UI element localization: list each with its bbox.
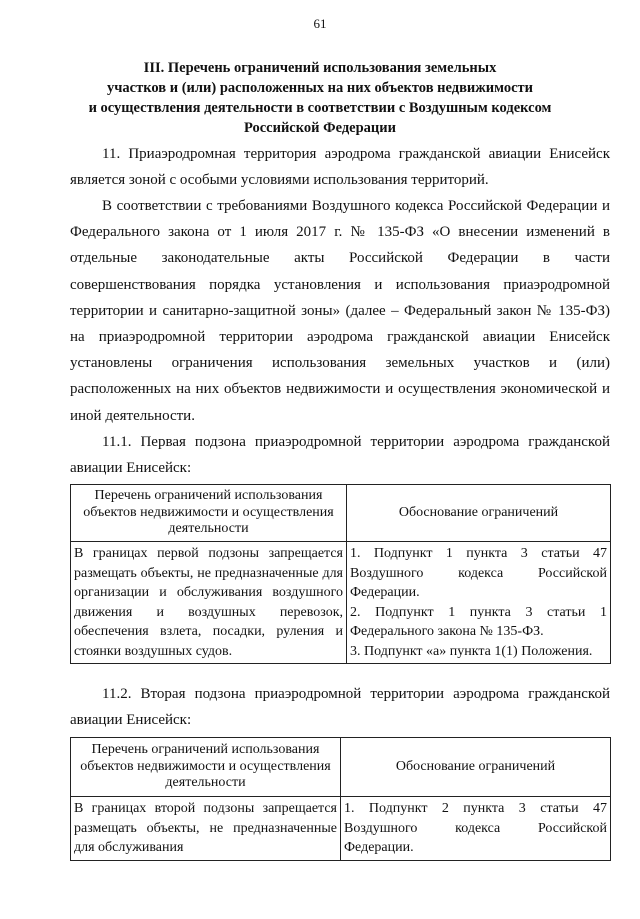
- basis-item: 1. Подпункт 1 пункта 3 статьи 47 Воздушного кодекса Российской Федерации.: [350, 546, 607, 600]
- basis-item: 1. Подпункт 2 пункта 3 статьи 47 Воздушного кодекса Российской Федерации.: [344, 801, 607, 855]
- table-row: [71, 542, 611, 664]
- subzone-2-caption: 11.2. Вторая подзона приаэродромной территории аэродрома гражданской авиации Енисейск:: [70, 686, 610, 728]
- table-header-basis: Обоснование ограничений: [347, 485, 611, 542]
- page-number: 61: [313, 16, 327, 31]
- heading-line: и осуществления деятельности в соответствии с Воздушным кодексом: [88, 100, 552, 116]
- restriction-text: В границах второй подзоны запрещается размещать объекты, не предназначенные для обслуживания: [74, 801, 337, 855]
- heading-line: III. Перечень ограничений использования земельных: [143, 60, 497, 76]
- basis-item: 2. Подпункт 1 пункта 3 статьи 1 Федерального закона № 135-ФЗ.: [350, 604, 607, 639]
- section-heading: [60, 58, 580, 138]
- table-header-row: [71, 485, 611, 542]
- basis-item: 3. Подпункт «а» пункта 1(1) Положения.: [350, 643, 593, 659]
- table-header-basis: Обоснование ограничений: [341, 738, 611, 797]
- basis-cell: [347, 542, 611, 664]
- table-header-restrictions: Перечень ограничений использования объектов недвижимости и осуществления деятельности: [71, 485, 347, 542]
- table-header-restrictions: Перечень ограничений использования объектов недвижимости и осуществления деятельности: [71, 738, 341, 797]
- paragraph-legal-basis: В соответствии с требованиями Воздушного кодекса Российской Федерации и Федерального закона от 1 июля 2017 г. № 135-ФЗ «О внесении изменений в отдельные законодательные акты Российской Федерации в части совершенствования порядка установления и использования приаэродромной территории и санитарно-защитной зоны» (далее – Федеральный закон № 135-ФЗ) на приаэродромной территории аэродрома гражданской авиации Енисейск установлены ограничения использования земельных участков и (или) расположенных на них объектов недвижимости и осуществления экономической и иной деятельности.: [70, 198, 610, 424]
- heading-line: Российской Федерации: [243, 120, 396, 136]
- basis-cell: [341, 797, 611, 861]
- heading-line: участков и (или) расположенных на них объектов недвижимости: [106, 80, 533, 96]
- table-row: [71, 797, 611, 861]
- table-header-row: [71, 738, 611, 797]
- subzone-1-table: [70, 484, 611, 664]
- restriction-cell: [71, 797, 341, 861]
- subzone-1-caption: 11.1. Первая подзона приаэродромной территории аэродрома гражданской авиации Енисейск:: [70, 434, 610, 476]
- paragraph-11: 11. Приаэродромная территория аэродрома гражданской авиации Енисейск является зоной с особыми условиями использования территорий.: [70, 146, 610, 189]
- subzone-2-table: [70, 737, 611, 861]
- restriction-cell: В границах первой подзоны запрещается размещать объекты, не предназначенные для организации и обслуживания воздушного движения и воздушных перевозок, обеспечения взлета, посадки, руления и стоянки воздушных судов.: [71, 542, 347, 664]
